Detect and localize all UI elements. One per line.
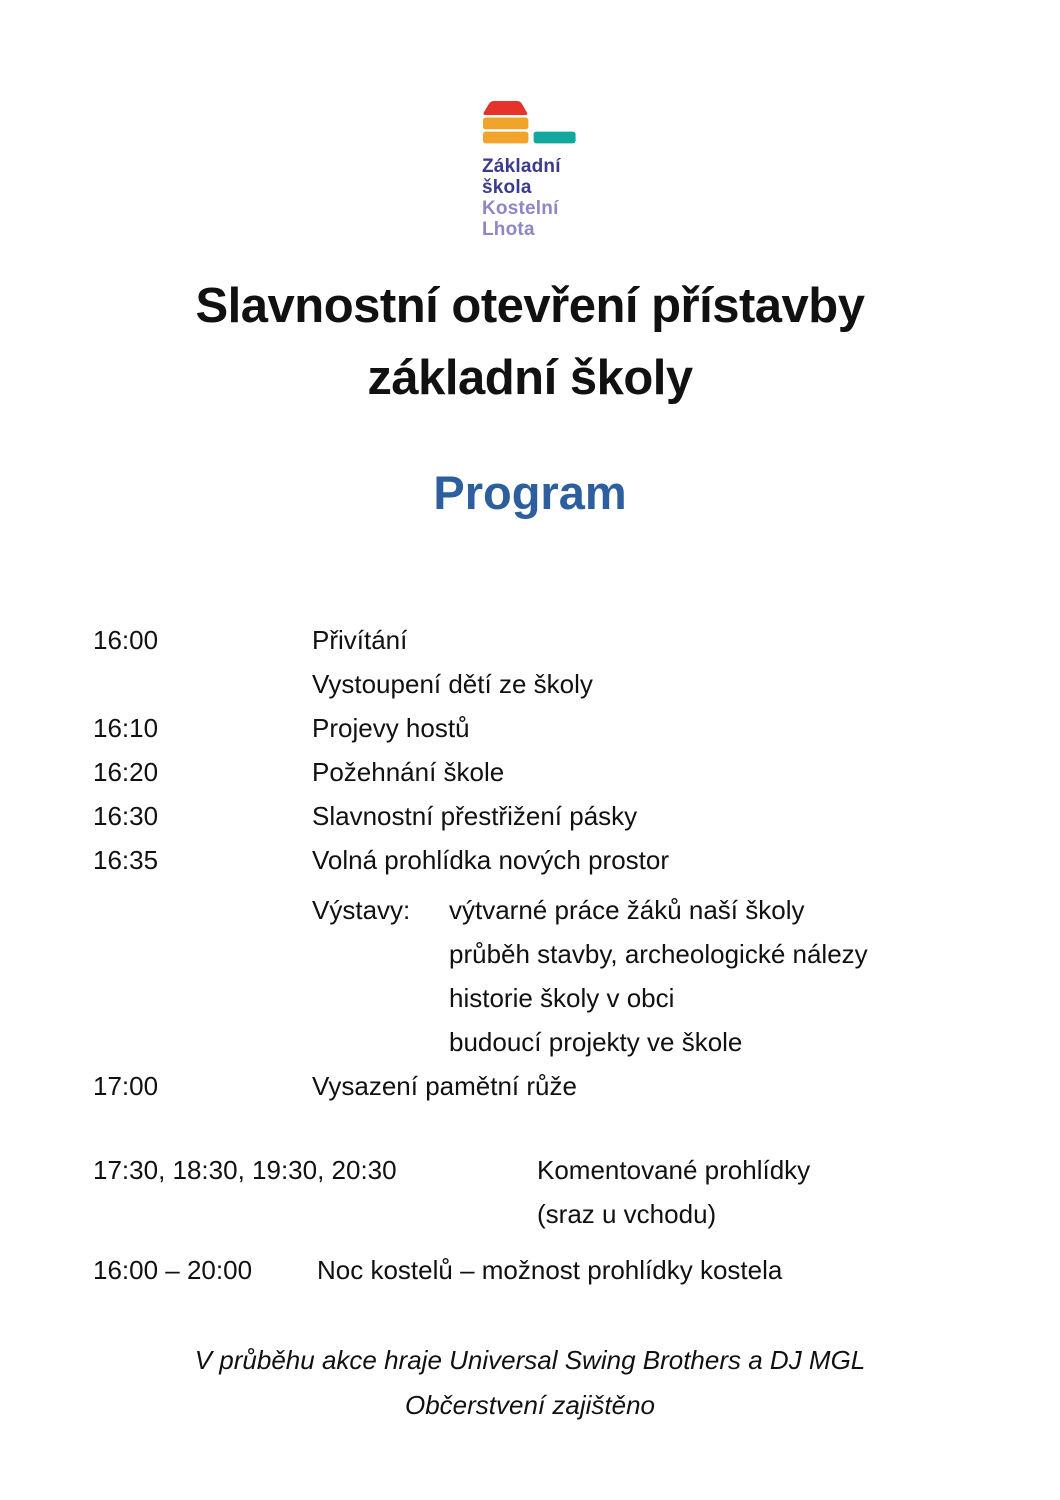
footer-note xyxy=(0,1338,1060,1428)
page-title-line2: základní školy xyxy=(367,351,693,405)
night-desc-line: Noc kostelů – možnost prohlídky kostela xyxy=(317,1255,783,1285)
schedule-desc-line: Přivítání xyxy=(312,625,408,655)
schedule-row xyxy=(93,838,1020,882)
exhibition-item: historie školy v obci xyxy=(449,983,675,1013)
logo-name-line: Kostelní xyxy=(482,198,559,219)
schedule-time: 16:10 xyxy=(93,713,159,743)
program-heading: Program xyxy=(433,466,627,519)
schedule-time: 17:00 xyxy=(93,1071,159,1101)
night-desc xyxy=(317,1248,1020,1292)
logo-wordmark xyxy=(482,156,578,240)
exhibitions-row xyxy=(93,888,1020,1064)
schedule-desc-line: Projevy hostů xyxy=(312,713,470,743)
page-title-line1: Slavnostní otevření přístavby xyxy=(195,279,865,333)
schedule-desc-line: Vystoupení dětí ze školy xyxy=(312,669,593,699)
schedule-desc-line: Požehnání škole xyxy=(312,757,505,787)
schedule-time: 16:20 xyxy=(93,757,159,787)
schedule-desc xyxy=(312,1064,1020,1108)
tours-desc xyxy=(537,1148,1020,1236)
exhibition-item: průběh stavby, archeologické nálezy xyxy=(449,939,868,969)
exhibition-item: výtvarné práce žáků naší školy xyxy=(449,895,805,925)
night-row xyxy=(93,1248,1020,1292)
school-logo-icon xyxy=(482,100,576,144)
logo-name-line: Lhota xyxy=(482,219,535,240)
footer-line1: V průběhu akce hraje Universal Swing Brothers a DJ MGL xyxy=(194,1345,866,1375)
schedule-time: 16:30 xyxy=(93,801,159,831)
logo-name-line: škola xyxy=(482,177,532,198)
logo-name-line: Základní xyxy=(482,156,561,177)
schedule-time: 16:00 xyxy=(93,625,159,655)
schedule-desc xyxy=(312,750,1020,794)
night-time: 16:00 – 20:00 xyxy=(93,1255,253,1285)
tours-times: 17:30, 18:30, 19:30, 20:30 xyxy=(93,1155,397,1185)
schedule-desc-line: Slavnostní přestřižení pásky xyxy=(312,801,638,831)
page-title xyxy=(0,270,1060,414)
footer-line2: Občerstvení zajištěno xyxy=(404,1390,655,1420)
tours-row xyxy=(93,1148,1020,1236)
exhibitions xyxy=(312,888,1020,1064)
schedule-row xyxy=(93,750,1020,794)
exhibition-item: budoucí projekty ve škole xyxy=(449,1027,743,1057)
schedule-row xyxy=(93,794,1020,838)
schedule xyxy=(0,618,1060,1292)
schedule-time: 16:35 xyxy=(93,845,159,875)
schedule-desc xyxy=(312,706,1020,750)
schedule-desc xyxy=(312,618,1020,706)
exhibitions-label: Výstavy: xyxy=(312,895,411,925)
schedule-desc xyxy=(312,838,1020,882)
schedule-desc xyxy=(312,794,1020,838)
schedule-desc-line: Vysazení pamětní růže xyxy=(312,1071,577,1101)
schedule-row xyxy=(93,1064,1020,1108)
schedule-row xyxy=(93,618,1020,706)
schedule-row xyxy=(93,706,1020,750)
tours-desc-line: Komentované prohlídky xyxy=(537,1155,811,1185)
exhibitions-items xyxy=(449,888,868,1064)
logo-block xyxy=(0,0,1060,240)
schedule-desc-line: Volná prohlídka nových prostor xyxy=(312,845,669,875)
tours-desc-line: (sraz u vchodu) xyxy=(537,1199,717,1229)
